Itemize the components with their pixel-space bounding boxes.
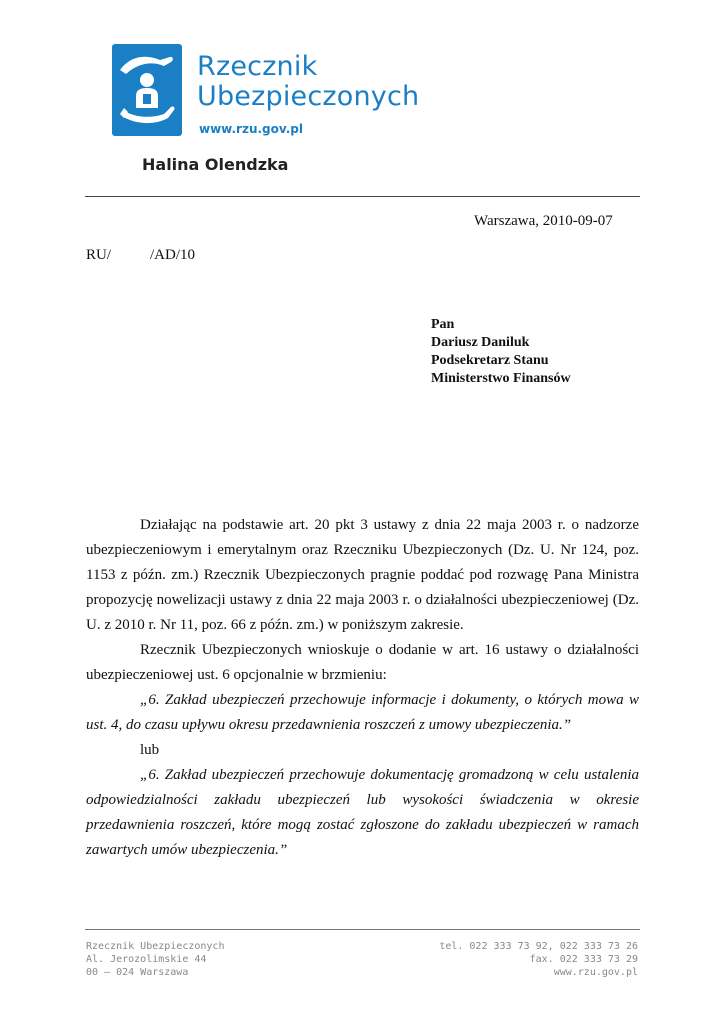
recipient-block <box>431 316 571 388</box>
reference-prefix: RU/ <box>86 247 112 263</box>
recipient-institution: Ministerstwo Finansów <box>431 371 571 386</box>
or-connector: lub <box>140 742 160 758</box>
footer-city: 00 – 024 Warszawa <box>86 967 189 978</box>
header-divider <box>85 196 640 197</box>
letter-date: Warszawa, 2010-09-07 <box>474 213 613 229</box>
quote-option-2: „6. Zakład ubezpieczeń przechowuje dokumentację gromadzoną w celu ustalenia odpowiedzialności zakładu ubezpieczeń lub wysokości świadczenia w okresie przedawnienia roszczeń, które mogą zostać zgłoszone do zakładu ubezpieczeń w ramach zawartych umów ubezpieczenia.” <box>86 767 639 858</box>
brand-block <box>197 52 419 136</box>
footer-address <box>86 940 224 979</box>
reference-number <box>86 247 195 264</box>
footer-website: www.rzu.gov.pl <box>553 967 638 978</box>
footer-contact <box>439 940 638 979</box>
brand-url: www.rzu.gov.pl <box>199 122 303 136</box>
logo-icon <box>112 44 182 136</box>
person-name: Halina Olendzka <box>142 155 289 174</box>
footer-fax: fax. 022 333 73 29 <box>529 954 638 965</box>
body-paragraph-2: Rzecznik Ubezpieczonych wnioskuje o dodanie w art. 16 ustawy o działalności ubezpieczeniowej ust. 6 opcjonalnie w brzmieniu: <box>86 642 639 683</box>
reference-suffix: /AD/10 <box>150 247 195 263</box>
footer-street: Al. Jerozolimskie 44 <box>86 954 207 965</box>
recipient-name: Dariusz Daniluk <box>431 335 530 350</box>
body-paragraph-1: Działając na podstawie art. 20 pkt 3 ustawy z dnia 22 maja 2003 r. o nadzorze ubezpieczeniowym i emerytalnym oraz Rzeczniku Ubezpieczonych (Dz. U. Nr 124, poz. 1153 z późn. zm.) Rzecznik Ubezpieczonych pragnie poddać pod rozwagę Pana Ministra propozycję nowelizacji ustawy z dnia 22 maja 2003 r. o działalności ubezpieczeniowej (Dz. U. z 2010 r. Nr 11, poz. 66 z późn. zm.) w poniższym zakresie. <box>86 517 639 633</box>
footer-phone: tel. 022 333 73 92, 022 333 73 26 <box>439 941 638 952</box>
recipient-title: Podsekretarz Stanu <box>431 353 549 368</box>
recipient-salutation: Pan <box>431 317 455 332</box>
quote-option-1: „6. Zakład ubezpieczeń przechowuje informacje i dokumenty, o których mowa w ust. 4, do czasu upływu okresu przedawnienia roszczeń z umowy ubezpieczenia.” <box>86 692 639 733</box>
letter-body <box>86 513 639 863</box>
footer-org-name: Rzecznik Ubezpieczonych <box>86 941 225 952</box>
brand-name-line1: Rzecznik <box>197 51 318 82</box>
footer-divider <box>85 929 640 930</box>
hands-protecting-person-icon <box>112 44 182 136</box>
brand-name-line2: Ubezpieczonych <box>197 81 420 112</box>
